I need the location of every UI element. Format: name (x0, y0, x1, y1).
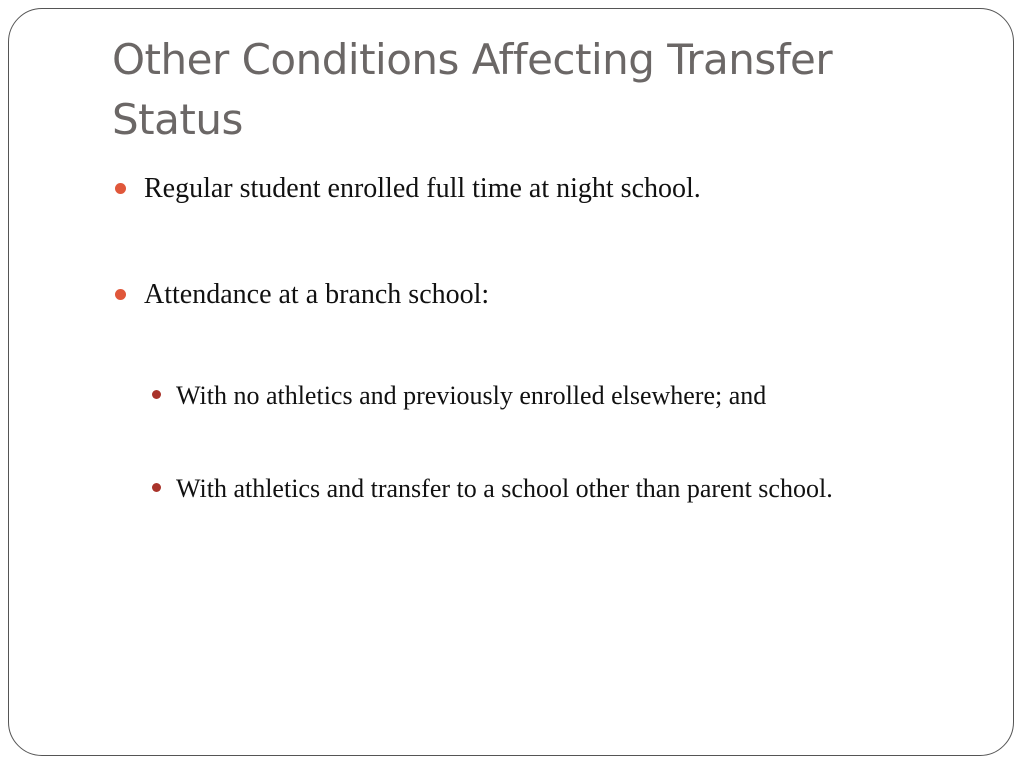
bullet-dot-icon (115, 183, 126, 194)
sub-bullet-item-with-athletics (176, 474, 833, 504)
bullet-item-branch-school (144, 279, 489, 311)
sub-bullet-item-no-athletics (176, 381, 766, 411)
sub-bullet-text: With no athletics and previously enrolled elsewhere; and (176, 381, 767, 410)
bullet-text: Regular student enrolled full time at night school. (144, 173, 701, 204)
sub-bullet-text: With athletics and transfer to a school other than parent school. (176, 474, 833, 503)
sub-bullet-dot-icon (152, 390, 161, 399)
bullet-text: Attendance at a branch school: (144, 279, 490, 310)
bullet-item-night-school (144, 173, 701, 205)
bullet-dot-icon (115, 289, 126, 300)
slide-title: Other Conditions Affecting Transfer Status (112, 35, 833, 144)
sub-bullet-dot-icon (152, 483, 161, 492)
